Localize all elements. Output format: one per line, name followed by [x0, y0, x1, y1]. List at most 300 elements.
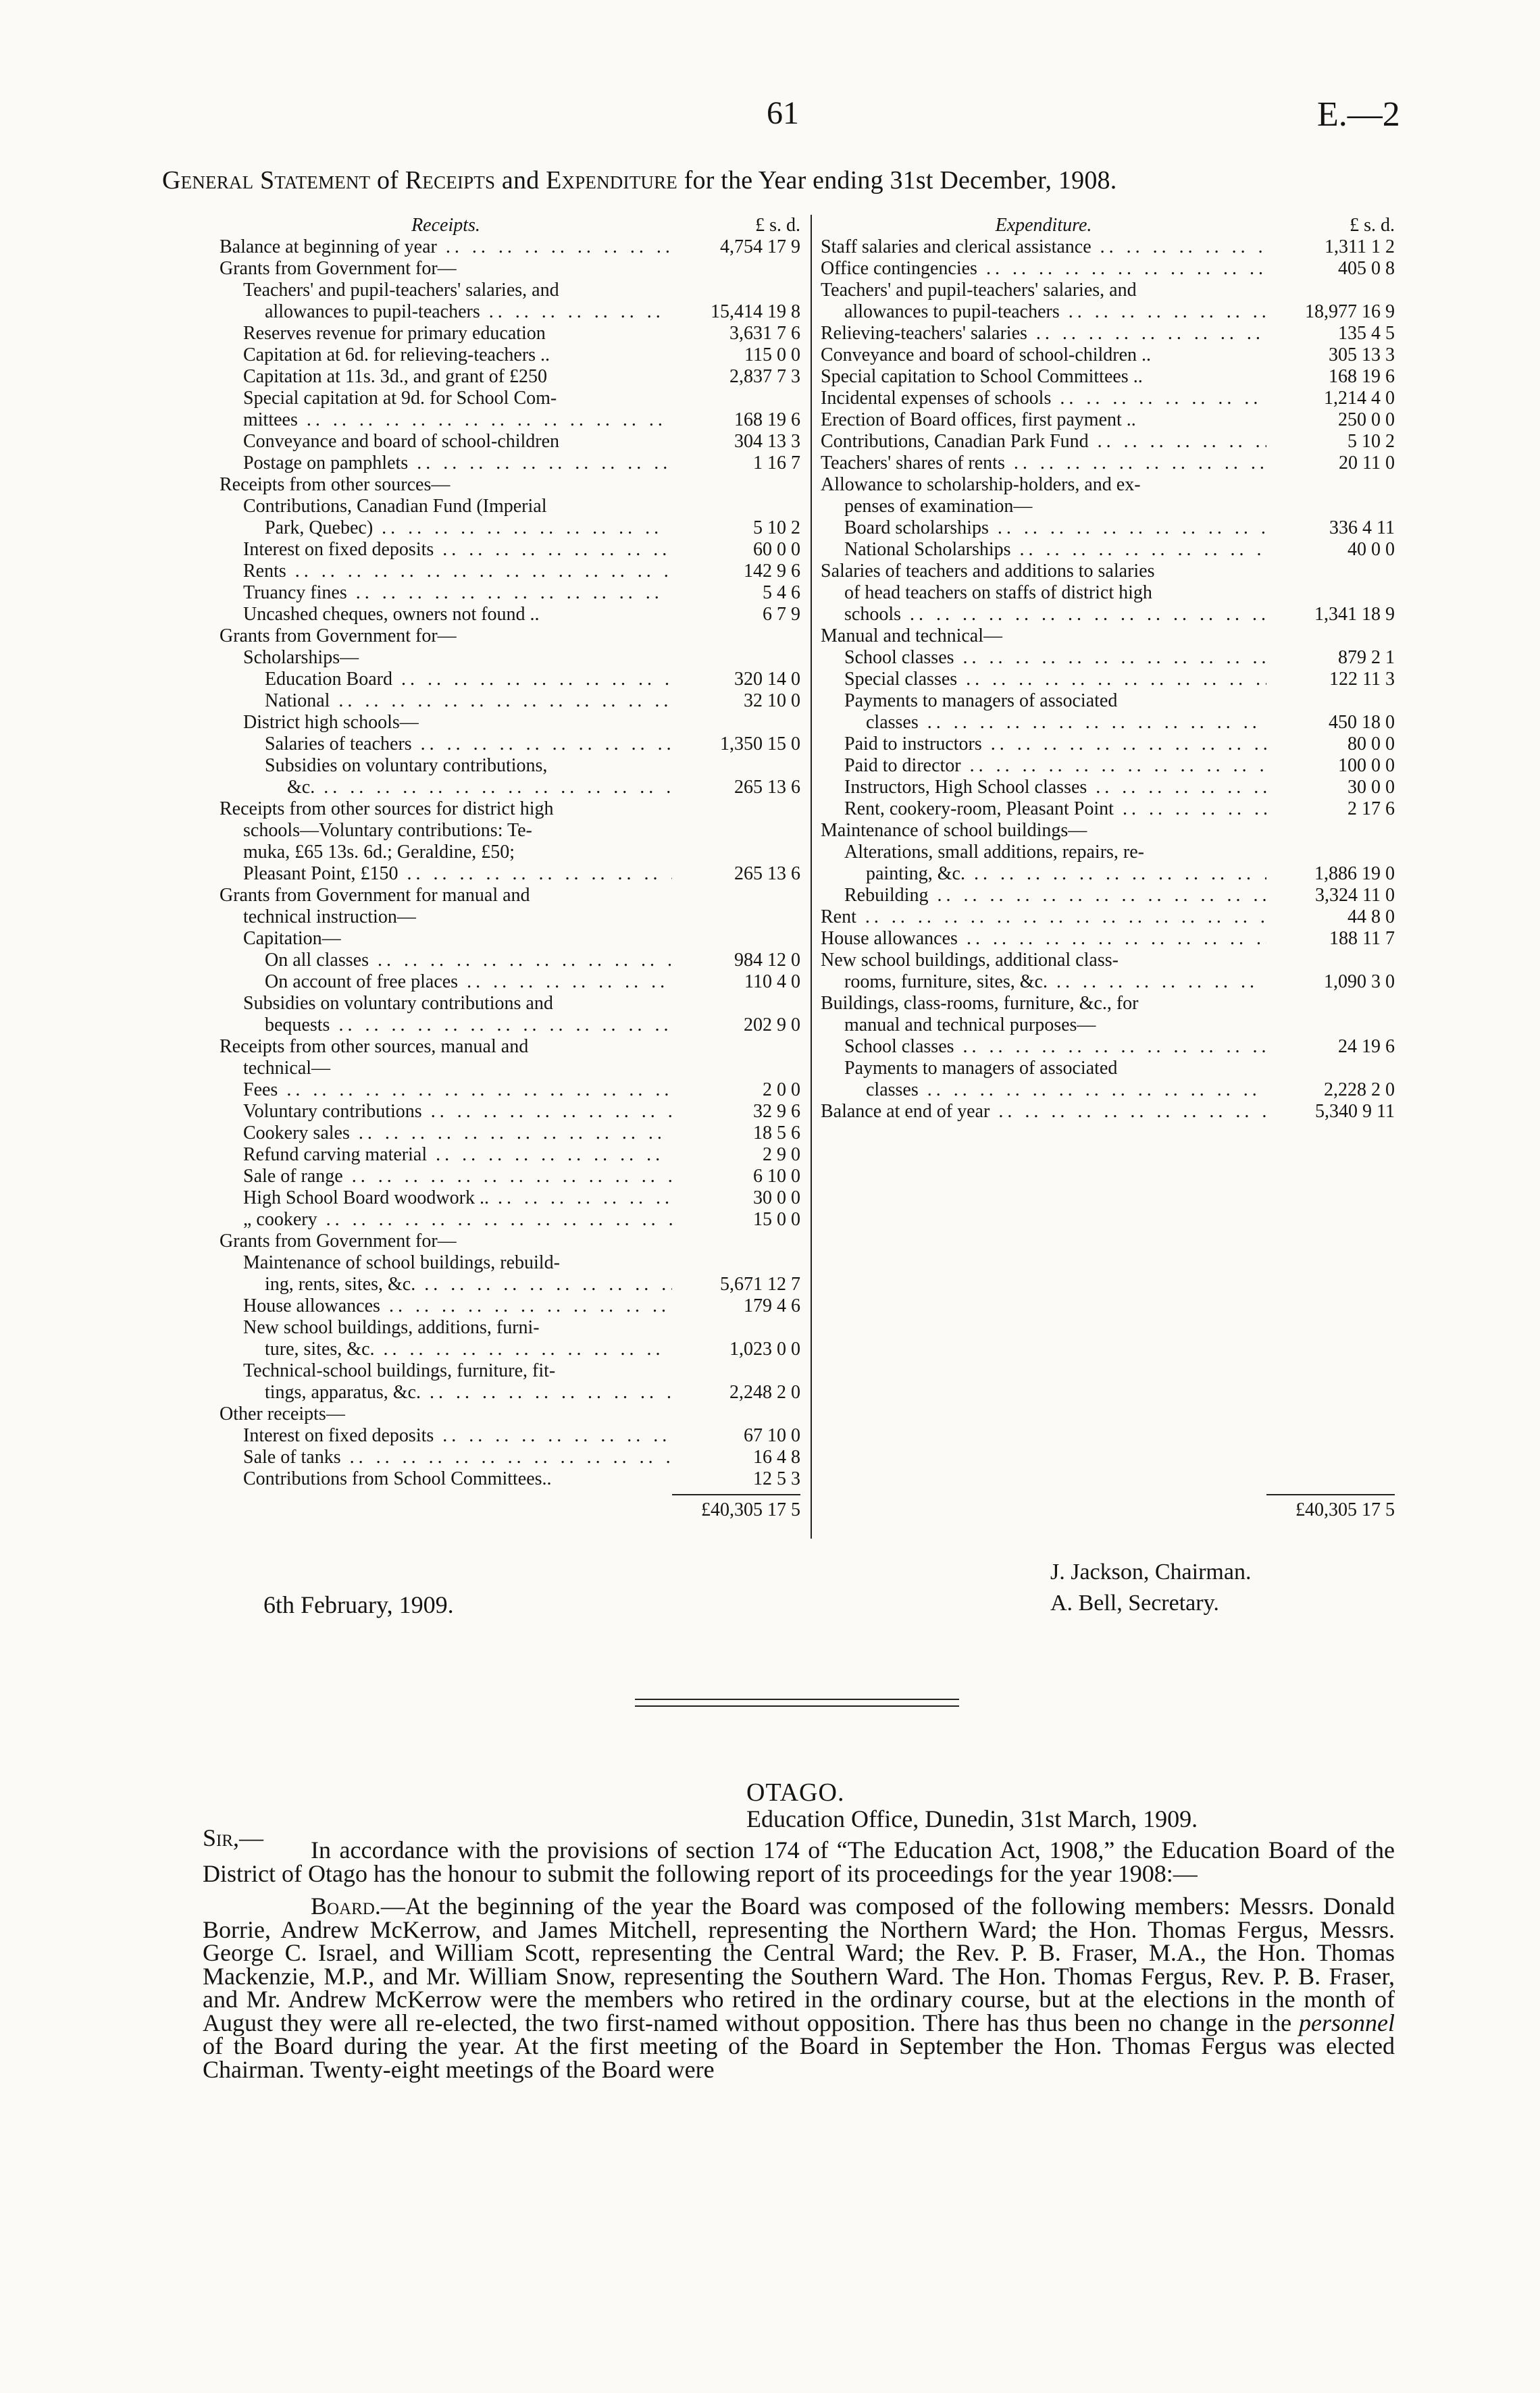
receipts-row: [220, 388, 800, 409]
expenditure-row: [821, 625, 1395, 647]
receipts-row: [220, 777, 800, 798]
receipts-row: [220, 1166, 800, 1187]
title-part: and: [501, 166, 540, 195]
expenditure-row: [821, 323, 1395, 344]
report-body: [203, 1838, 1395, 2081]
expenditure-amount: 40 0 0: [1348, 539, 1395, 560]
expenditure-row: [821, 842, 1395, 863]
receipts-label: mittees .. ..: [220, 409, 672, 431]
receipts-row: [220, 863, 800, 885]
expenditure-label: penses of examination—: [844, 496, 1033, 517]
expenditure-row: [821, 280, 1395, 301]
receipts-label: New school buildings, additions, furni-: [243, 1317, 540, 1338]
receipts-amount: 5,671 12 7: [720, 1274, 800, 1295]
receipts-row: [220, 1382, 800, 1404]
expenditure-label: Board scholarships .. ..: [821, 517, 1266, 539]
expenditure-label: schools .. ..: [821, 604, 1266, 625]
receipts-row: [220, 669, 800, 690]
expenditure-label: Special capitation to School Committees ..: [821, 366, 1143, 387]
expenditure-amount: 1,214 4 0: [1324, 388, 1395, 409]
expenditure-amount: 2 17 6: [1348, 798, 1395, 819]
receipts-label: Grants from Government for—: [220, 258, 457, 279]
receipts-row: [220, 496, 800, 517]
receipts-row: [220, 258, 800, 280]
receipts-amount: 265 13 6: [734, 777, 800, 798]
receipts-amount: 142 9 6: [744, 561, 800, 582]
receipts-label: High School Board woodwork .. .. ..: [220, 1187, 672, 1209]
receipts-row: [220, 1425, 800, 1447]
expenditure-label: Allowance to scholarship-holders, and ex-: [821, 474, 1141, 495]
receipts-column: [220, 215, 800, 1521]
receipts-label: bequests .. ..: [220, 1014, 672, 1036]
receipts-row: [220, 1209, 800, 1231]
expenditure-row: [821, 431, 1395, 453]
expenditure-label: Relieving-teachers' salaries .. ..: [821, 323, 1266, 344]
expenditure-label: Incidental expenses of schools .. ..: [821, 388, 1266, 409]
receipts-amount: 3,631 7 6: [729, 323, 800, 344]
receipts-row: [220, 950, 800, 971]
statement-title: [162, 165, 1432, 195]
receipts-label: &c. .. ..: [220, 777, 672, 798]
receipts-label: muka, £65 13s. 6d.; Geraldine, £50;: [243, 842, 515, 863]
expenditure-amount: 879 2 1: [1338, 647, 1395, 668]
receipts-amount: 320 14 0: [734, 669, 800, 690]
expenditure-amount: 100 0 0: [1338, 755, 1395, 776]
expenditure-row: [821, 1058, 1395, 1079]
expenditure-label: Teachers' shares of rents .. ..: [821, 453, 1266, 474]
receipts-label: Postage on pamphlets .. ..: [220, 453, 672, 474]
receipts-label: National .. ..: [220, 690, 672, 712]
receipts-row: [220, 1252, 800, 1274]
receipts-label: schools—Voluntary contributions: Te-: [243, 820, 532, 841]
receipts-row: [220, 755, 800, 777]
expenditure-label: classes .. ..: [821, 1079, 1266, 1101]
receipts-heading-row: [220, 215, 800, 236]
receipts-amount: 60 0 0: [753, 539, 800, 560]
receipts-label: Technical-school buildings, furniture, fit-: [243, 1360, 556, 1381]
expenditure-amount: 450 18 0: [1329, 712, 1395, 733]
expenditure-label: Buildings, class-rooms, furniture, &c., for: [821, 993, 1139, 1014]
expenditure-amount: 122 11 3: [1329, 669, 1395, 690]
receipts-amount: 304 13 3: [734, 431, 800, 452]
expenditure-amount: 336 4 11: [1329, 517, 1395, 538]
receipts-amount: 15,414 19 8: [711, 301, 800, 322]
receipts-label: Subsidies on voluntary contributions and: [243, 993, 553, 1014]
expenditure-heading: Expenditure.: [995, 215, 1092, 236]
expenditure-row: [821, 258, 1395, 280]
currency-heading: £ s. d.: [755, 215, 800, 236]
expenditure-amount: 405 0 8: [1338, 258, 1395, 279]
receipts-row: [220, 1404, 800, 1425]
receipts-amount: 32 9 6: [753, 1101, 800, 1122]
receipts-label: Other receipts—: [220, 1404, 345, 1424]
receipts-label: Maintenance of school buildings, rebuild-: [243, 1252, 560, 1273]
receipts-row: [220, 1360, 800, 1382]
receipts-label: On account of free places .. ..: [220, 971, 672, 993]
receipts-row: [220, 474, 800, 496]
receipts-amount: 2 0 0: [763, 1079, 800, 1100]
receipts-row: [220, 1317, 800, 1339]
receipts-label: technical instruction—: [243, 906, 416, 927]
receipts-amount: 16 4 8: [753, 1447, 800, 1468]
receipts-row: [220, 647, 800, 669]
receipts-amount: 1 16 7: [753, 453, 800, 473]
receipts-amount: 18 5 6: [753, 1123, 800, 1143]
expenditure-row: [821, 561, 1395, 582]
receipts-amount: 2 9 0: [763, 1144, 800, 1165]
expenditure-label: Payments to managers of associated: [844, 1058, 1118, 1079]
receipts-row: [220, 604, 800, 625]
paragraph-lead: Board.: [311, 1893, 381, 1920]
receipts-row: [220, 712, 800, 734]
receipts-row: [220, 1274, 800, 1295]
receipts-row: [220, 344, 800, 366]
receipts-amount: 15 0 0: [753, 1209, 800, 1230]
receipts-label: Receipts from other sources for district high: [220, 798, 554, 819]
expenditure-amount: 1,090 3 0: [1324, 971, 1395, 992]
receipts-label: House allowances .. ..: [220, 1295, 672, 1317]
receipts-row: [220, 993, 800, 1014]
receipts-label: Scholarships—: [243, 647, 359, 668]
expenditure-row: [821, 366, 1395, 388]
receipts-row: [220, 1014, 800, 1036]
expenditure-label: School classes .. ..: [821, 647, 1266, 669]
total-rule: [1266, 1494, 1395, 1495]
receipts-amount: 5 10 2: [753, 517, 800, 538]
currency-heading: £ s. d.: [1350, 215, 1395, 236]
receipts-row: [220, 409, 800, 431]
title-part: Receipts: [405, 166, 496, 195]
expenditure-row: [821, 539, 1395, 561]
expenditure-row: [821, 690, 1395, 712]
receipts-amount: 30 0 0: [753, 1187, 800, 1208]
report-paragraph: In accordance with the provisions of section 174 of “The Education Act, 1908,” the Education Board of the District of Otago has the honour to submit the following report of its proceedings for the year 1908:—: [203, 1836, 1395, 1887]
expenditure-label: Contributions, Canadian Park Fund .. ..: [821, 431, 1266, 453]
expenditure-label: Balance at end of year .. ..: [821, 1101, 1266, 1123]
receipts-amount: 168 19 6: [734, 409, 800, 430]
receipts-row: [220, 561, 800, 582]
receipts-amount: 265 13 6: [734, 863, 800, 884]
receipts-row: [220, 453, 800, 474]
receipts-amount: 1,023 0 0: [729, 1339, 800, 1360]
expenditure-amount: 188 11 7: [1329, 928, 1395, 949]
expenditure-amount: 80 0 0: [1348, 734, 1395, 754]
receipts-row: [220, 280, 800, 301]
receipts-label: Truancy fines .. ..: [220, 582, 672, 604]
receipts-amount: 67 10 0: [744, 1425, 800, 1446]
receipts-amount: 4,754 17 9: [720, 236, 800, 257]
receipts-amount: 2,248 2 0: [729, 1382, 800, 1403]
receipts-label: Receipts from other sources, manual and: [220, 1036, 529, 1057]
report-paragraph: Board.—At the beginning of the year the Board was composed of the following members: Messrs. Donald Borrie, Andrew McKerrow, and James Mitchell, representing the Northern Ward; the Hon. Thomas Fergus, Messrs. George C. Israel, and William Scott, representing the Central Ward; the Rev. P. B. Fraser, M.A., the Hon. Thomas Mackenzie, M.P., and Mr. William Snow, representing the Southern Ward. The Hon. Thomas Fergus, Rev. P. B. Fraser, and Mr. Andrew McKerrow were the members who retired in the ordinary course, but at the elections in the month of August they were all re-elected, the two first-named without opposition. There has thus been no change in the personnel of the Board during the year. At the first meeting of the Board in September the Hon. Thomas Fergus was elected Chairman. Twenty-eight meetings of the Board were: [203, 1893, 1395, 2083]
section-divider: [635, 1705, 959, 1707]
receipts-label: Subsidies on voluntary contributions,: [265, 755, 548, 776]
total-rule: [672, 1494, 800, 1495]
receipts-rows: [220, 236, 800, 1490]
receipts-label: ing, rents, sites, &c. .. ..: [220, 1274, 672, 1295]
expenditure-label: Staff salaries and clerical assistance .. ..: [821, 236, 1266, 258]
expenditure-amount: 168 19 6: [1329, 366, 1395, 387]
expenditure-amount: 135 4 5: [1338, 323, 1395, 344]
receipts-label: Sale of range .. ..: [220, 1166, 672, 1187]
expenditure-label: School classes .. ..: [821, 1036, 1266, 1058]
expenditure-amount: 3,324 11 0: [1315, 885, 1395, 906]
expenditure-row: [821, 301, 1395, 323]
expenditure-label: manual and technical purposes—: [844, 1014, 1096, 1035]
receipts-row: [220, 323, 800, 344]
receipts-label: Conveyance and board of school-children: [243, 431, 560, 452]
office-line: Education Office, Dunedin, 31st March, 1909.: [746, 1805, 1198, 1832]
receipts-row: [220, 842, 800, 863]
receipts-label: Capitation at 6d. for relieving-teachers ..: [243, 344, 550, 365]
expenditure-label: Rent .. ..: [821, 906, 1266, 928]
expenditure-row: [821, 647, 1395, 669]
expenditure-row: [821, 950, 1395, 971]
receipts-label: Salaries of teachers .. ..: [220, 734, 672, 755]
expenditure-label: of head teachers on staffs of district high: [844, 582, 1152, 603]
expenditure-amount: 1,311 1 2: [1325, 236, 1395, 257]
receipts-label: Contributions, Canadian Fund (Imperial: [243, 496, 547, 517]
receipts-row: [220, 1468, 800, 1490]
receipts-row: [220, 431, 800, 453]
expenditure-row: [821, 906, 1395, 928]
expenditure-row: [821, 993, 1395, 1014]
expenditure-amount: 305 13 3: [1329, 344, 1395, 365]
receipts-label: tings, apparatus, &c. .. ..: [220, 1382, 672, 1404]
receipts-amount: 5 4 6: [763, 582, 800, 603]
receipts-row: [220, 798, 800, 820]
receipts-row: [220, 366, 800, 388]
column-divider: [811, 215, 812, 1539]
title-part: of: [376, 166, 399, 195]
receipts-amount: 984 12 0: [734, 950, 800, 971]
expenditure-row: [821, 885, 1395, 906]
receipts-label: technical—: [243, 1058, 331, 1079]
receipts-row: [220, 1447, 800, 1468]
expenditure-amount: 2,228 2 0: [1324, 1079, 1395, 1100]
expenditure-label: Paid to instructors .. ..: [821, 734, 1266, 755]
expenditure-label: Paid to director .. ..: [821, 755, 1266, 777]
receipts-row: [220, 517, 800, 539]
receipts-label: Grants from Government for—: [220, 625, 457, 646]
expenditure-amount: 18,977 16 9: [1305, 301, 1395, 322]
document-code: E.—2: [1317, 95, 1400, 134]
receipts-amount: 1,350 15 0: [720, 734, 800, 754]
expenditure-row: [821, 863, 1395, 885]
otago-heading: OTAGO.: [746, 1778, 845, 1807]
expenditure-label: allowances to pupil-teachers .. ..: [821, 301, 1266, 323]
receipts-amount: 2,837 7 3: [729, 366, 800, 387]
receipts-row: [220, 1187, 800, 1209]
signatures: [1050, 1557, 1251, 1619]
expenditure-row: [821, 388, 1395, 409]
receipts-label: Sale of tanks .. ..: [220, 1447, 672, 1468]
expenditure-column: [821, 215, 1395, 1521]
receipts-amount: 115 0 0: [744, 344, 800, 365]
receipts-label: Uncashed cheques, owners not found ..: [243, 604, 540, 625]
expenditure-label: Special classes .. ..: [821, 669, 1266, 690]
receipts-label: Refund carving material .. ..: [220, 1144, 672, 1166]
receipts-row: [220, 625, 800, 647]
receipts-row: [220, 734, 800, 755]
expenditure-row: [821, 474, 1395, 496]
receipts-label: Pleasant Point, £150 .. ..: [220, 863, 672, 885]
receipts-heading: Receipts.: [411, 215, 480, 236]
salutation: Sir,—: [203, 1824, 264, 1851]
expenditure-row: [821, 582, 1395, 604]
expenditure-row: [821, 798, 1395, 820]
receipts-row: [220, 1058, 800, 1079]
receipts-label: Special capitation at 9d. for School Com-: [243, 388, 557, 409]
expenditure-label: Office contingencies .. ..: [821, 258, 1266, 280]
expenditure-row: [821, 236, 1395, 258]
receipts-row: [220, 301, 800, 323]
expenditure-label: Alterations, small additions, repairs, re-: [844, 842, 1144, 863]
expenditure-total: £40,305 17 5: [1295, 1499, 1395, 1520]
statement-date: 6th February, 1909.: [263, 1591, 454, 1618]
expenditure-label: Erection of Board offices, first payment ..: [821, 409, 1136, 430]
secretary-signature: A. Bell, Secretary.: [1050, 1591, 1219, 1616]
expenditure-row: [821, 755, 1395, 777]
receipts-label: District high schools—: [243, 712, 419, 733]
expenditure-label: classes .. ..: [821, 712, 1266, 734]
expenditure-label: Conveyance and board of school-children ..: [821, 344, 1152, 365]
expenditure-label: Maintenance of school buildings—: [821, 820, 1087, 841]
receipts-label: On all classes .. ..: [220, 950, 672, 971]
expenditure-label: National Scholarships .. ..: [821, 539, 1266, 561]
expenditure-row: [821, 496, 1395, 517]
receipts-row: [220, 1144, 800, 1166]
expenditure-amount: 44 8 0: [1348, 906, 1395, 927]
receipts-row: [220, 1101, 800, 1123]
receipts-row: [220, 690, 800, 712]
expenditure-amount: 5 10 2: [1348, 431, 1395, 452]
expenditure-heading-row: [821, 215, 1395, 236]
receipts-row: [220, 906, 800, 928]
expenditure-row: [821, 669, 1395, 690]
receipts-row: [220, 1231, 800, 1252]
expenditure-amount: 30 0 0: [1348, 777, 1395, 798]
expenditure-row: [821, 777, 1395, 798]
receipts-row: [220, 1295, 800, 1317]
expenditure-row: [821, 409, 1395, 431]
title-part: for the Year ending 31st December, 1908.: [684, 166, 1117, 195]
receipts-amount: 6 10 0: [753, 1166, 800, 1187]
receipts-label: Interest on fixed deposits .. ..: [220, 1425, 672, 1447]
expenditure-row: [821, 517, 1395, 539]
expenditure-row: [821, 453, 1395, 474]
receipts-label: Education Board .. ..: [220, 669, 672, 690]
receipts-label: ture, sites, &c. .. ..: [220, 1339, 672, 1360]
title-part: Expenditure: [546, 166, 677, 195]
receipts-label: Rents .. ..: [220, 561, 672, 582]
receipts-amount: 12 5 3: [753, 1468, 800, 1489]
expenditure-amount: 1,341 18 9: [1314, 604, 1395, 625]
title-part: General Statement: [162, 166, 371, 195]
receipts-row: [220, 236, 800, 258]
receipts-label: Grants from Government for—: [220, 1231, 457, 1252]
receipts-row: [220, 582, 800, 604]
receipts-amount: 6 7 9: [763, 604, 800, 625]
expenditure-amount: 20 11 0: [1339, 453, 1395, 473]
receipts-label: allowances to pupil-teachers .. ..: [220, 301, 672, 323]
receipts-label: Teachers' and pupil-teachers' salaries, and: [243, 280, 559, 301]
expenditure-label: Rent, cookery-room, Pleasant Point .. ..: [821, 798, 1266, 820]
receipts-row: [220, 885, 800, 906]
expenditure-label: Salaries of teachers and additions to salaries: [821, 561, 1155, 582]
receipts-row: [220, 1036, 800, 1058]
receipts-label: „ cookery .. ..: [220, 1209, 672, 1231]
expenditure-row: [821, 712, 1395, 734]
receipts-amount: 110 4 0: [744, 971, 800, 992]
expenditure-label: House allowances .. ..: [821, 928, 1266, 950]
expenditure-row: [821, 928, 1395, 950]
receipts-label: Capitation—: [243, 928, 341, 949]
expenditure-row: [821, 820, 1395, 842]
receipts-label: Receipts from other sources—: [220, 474, 451, 495]
receipts-label: Reserves revenue for primary education: [243, 323, 546, 344]
receipts-label: Grants from Government for manual and: [220, 885, 530, 906]
expenditure-rows: [821, 236, 1395, 1123]
receipts-amount: 32 10 0: [744, 690, 800, 711]
receipts-amount: 179 4 6: [744, 1295, 800, 1316]
receipts-row: [220, 1079, 800, 1101]
receipts-row: [220, 1339, 800, 1360]
expenditure-row: [821, 344, 1395, 366]
expenditure-amount: 5,340 9 11: [1315, 1101, 1395, 1122]
page-number: 61: [767, 95, 799, 131]
receipts-label: Park, Quebec) .. ..: [220, 517, 672, 539]
expenditure-row: [821, 1079, 1395, 1101]
receipts-label: Fees .. ..: [220, 1079, 672, 1101]
expenditure-row: [821, 1101, 1395, 1123]
receipts-row: [220, 539, 800, 561]
section-divider: [635, 1699, 959, 1700]
expenditure-amount: 250 0 0: [1338, 409, 1395, 430]
expenditure-label: Teachers' and pupil-teachers' salaries, and: [821, 280, 1137, 301]
expenditure-label: painting, &c. .. ..: [821, 863, 1266, 885]
receipts-total: £40,305 17 5: [701, 1499, 800, 1520]
expenditure-label: New school buildings, additional class-: [821, 950, 1119, 971]
expenditure-amount: 1,886 19 0: [1314, 863, 1395, 884]
expenditure-label: Manual and technical—: [821, 625, 1003, 646]
expenditure-label: Payments to managers of associated: [844, 690, 1118, 711]
expenditure-total-row: [821, 1499, 1395, 1521]
receipts-row: [220, 1123, 800, 1144]
expenditure-row: [821, 971, 1395, 993]
receipts-label: Interest on fixed deposits .. ..: [220, 539, 672, 561]
expenditure-row: [821, 734, 1395, 755]
receipts-amount: 202 9 0: [744, 1014, 800, 1035]
receipts-label: Cookery sales .. ..: [220, 1123, 672, 1144]
expenditure-label: rooms, furniture, sites, &c. .. ..: [821, 971, 1266, 993]
receipts-row: [220, 820, 800, 842]
expenditure-row: [821, 604, 1395, 625]
chairman-signature: J. Jackson, Chairman.: [1050, 1560, 1252, 1585]
expenditure-amount: 24 19 6: [1338, 1036, 1395, 1057]
receipts-label: Contributions from School Committees..: [243, 1468, 552, 1489]
expenditure-label: Rebuilding .. ..: [821, 885, 1266, 906]
receipts-label: Capitation at 11s. 3d., and grant of £250: [243, 366, 547, 387]
expenditure-label: Instructors, High School classes .. ..: [821, 777, 1266, 798]
receipts-label: Balance at beginning of year .. ..: [220, 236, 672, 258]
receipts-row: [220, 928, 800, 950]
receipts-total-row: [220, 1499, 800, 1521]
receipts-label: Voluntary contributions .. ..: [220, 1101, 672, 1123]
expenditure-row: [821, 1014, 1395, 1036]
receipts-row: [220, 971, 800, 993]
expenditure-row: [821, 1036, 1395, 1058]
